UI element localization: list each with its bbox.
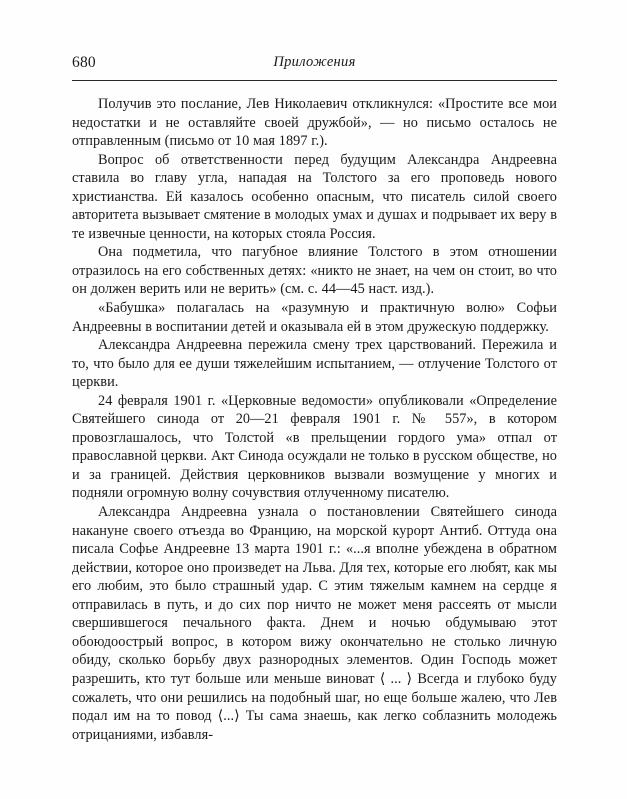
page-number: 680 [72, 54, 96, 71]
paragraph: 24 февраля 1901 г. «Церковные ведомости» опубликовали «Определение Святейшего синода от 20—21 февраля 1901 г. № 557», в котором провозглашалось, что Толстой «в прельщении гордого ума» отпал от православной церкви. Акт Синода осуждали не только в русском обществе, но и за границей. Действия церковников вызвали возмущение у многих и подняли огромную волну сочувствия отлученному писателю. [72, 392, 557, 502]
body-copy [72, 95, 557, 744]
paragraph: Получив это послание, Лев Николаевич откликнулся: «Простите все мои недостатки и не оставляйте своей дружбой», — но письмо осталось не отправленным (письмо от 10 мая 1897 г.). [72, 96, 557, 150]
paragraph: Она подметила, что пагубное влияние Толстого в этом отношении отразилось на его собственных детях: «никто не знает, на чем он стоит, во что он должен верить или не верить» (см. с. 44—45 наст. изд.). [72, 244, 557, 298]
running-head-title: Приложения [273, 54, 356, 70]
paragraph: Вопрос об ответственности перед будущим Александра Андреевна ставила во главу угла, нападая на Толстого за его проповедь нового христианства. Ей казалось особенно опасным, что писатель силой своего авторитета вызывает смятение в молодых умах и душах и подрывает их веру в те извечные ценности, на которых стояла Россия. [72, 151, 557, 242]
running-head [72, 55, 557, 77]
header-divider [72, 80, 557, 81]
paragraph: Александра Андреевна узнала о постановлении Святейшего синода накануне своего отъезда во Францию, на морской курорт Антиб. Оттуда она писала Софье Андреевне 13 марта 1901 г.: «...я вполне убеждена в обратном действии, которое оно произведет на Льва. Для тех, которые его любят, как мы его любим, это было страшный удар. С этим тяжелым камнем на сердце я отправилась в путь, и до сих пор ничто не может меня рассеять от мысли свершившегося печального факта. Днем и ночью обдумываю этот обоюдоострый вопрос, в котором вижу окончательно не столько личную обиду, сколько борьбу двух разнородных элементов. Один Господь может разрешить, кто тут больше или меньше виноват ⟨ ... ⟩ Всегда и глубоко буду сожалеть, что они решились на подобный шаг, но еще больше жалею, что Лев подал им на то повод ⟨...⟩ Ты сама знаешь, как легко соблазнить молодежь отрицаниями, избавля- [72, 504, 557, 743]
paragraph: Александра Андреевна пережила смену трех царствований. Пережила и то, что было для ее души тяжелейшим испытанием, — отлучение Толстого от церкви. [72, 337, 557, 391]
text-block [72, 55, 557, 744]
paragraph: «Бабушка» полагалась на «разумную и практичную волю» Софьи Андреевны в воспитании детей и оказывала ей в этом дружескую поддержку. [72, 300, 557, 335]
